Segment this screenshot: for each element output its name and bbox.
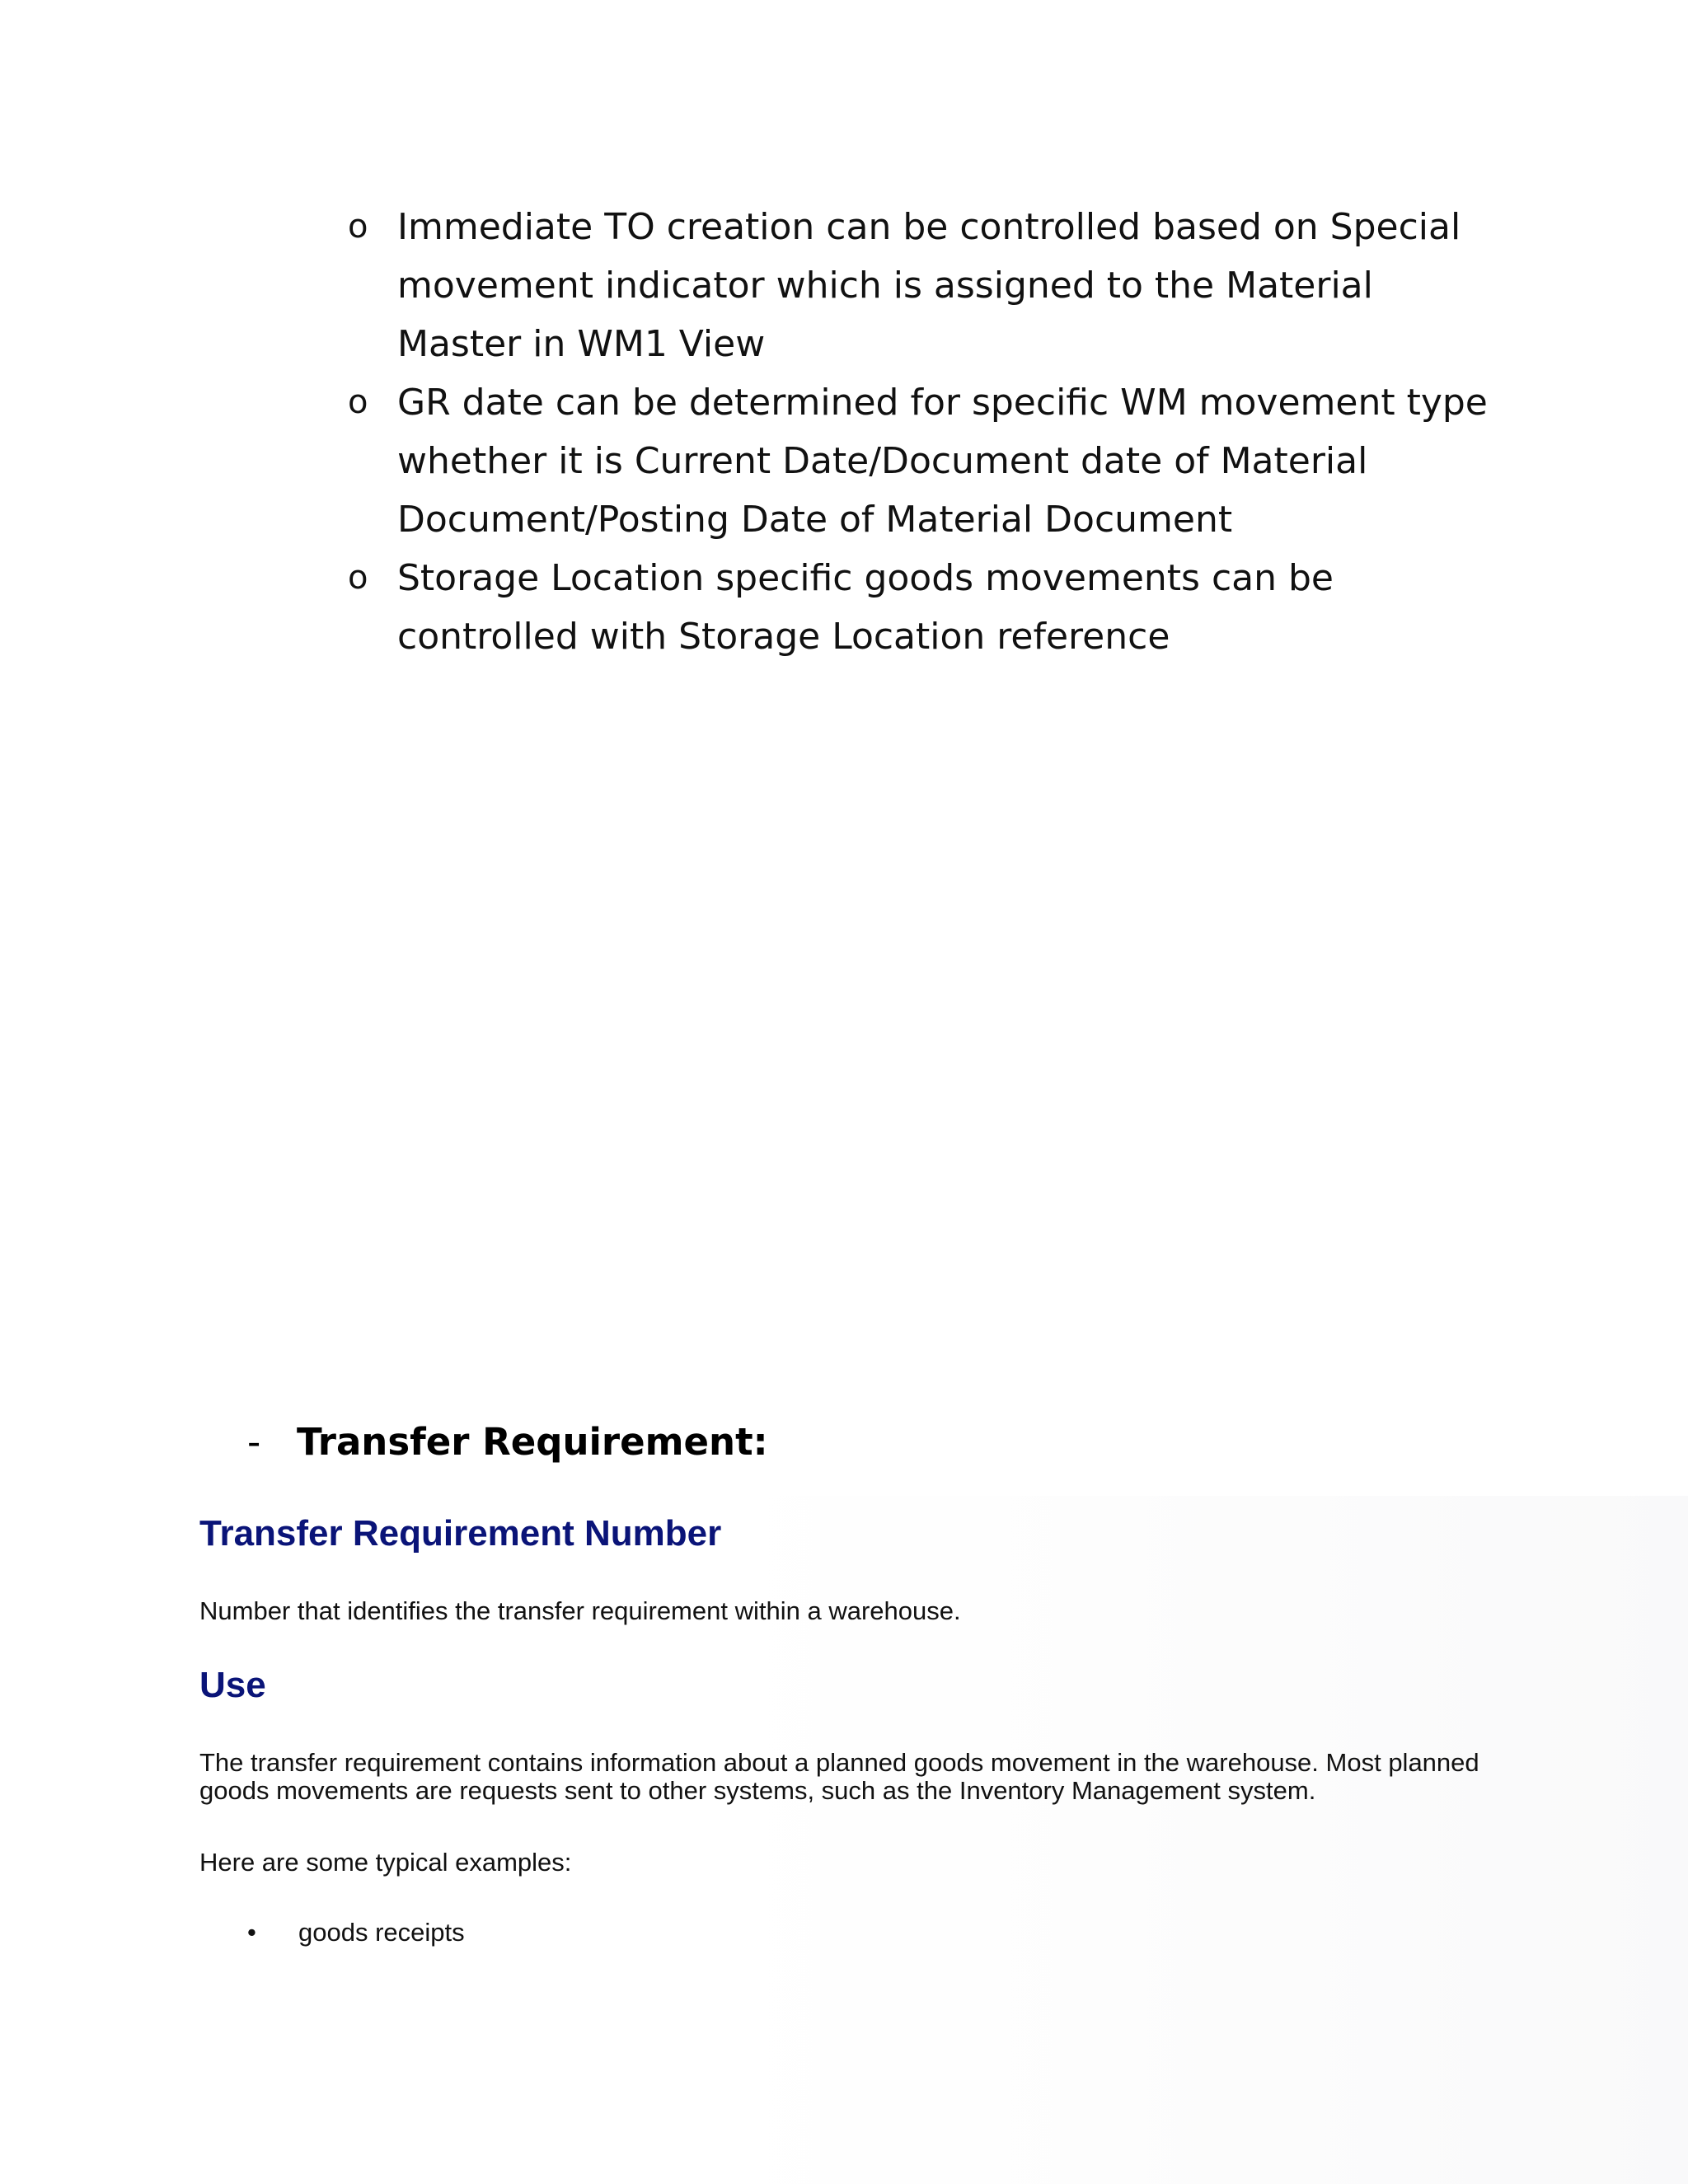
section-title: Transfer Requirement: xyxy=(297,1420,768,1464)
bullet-icon: • xyxy=(247,1918,256,1947)
use-text: The transfer requirement contains information about a planned goods movement in the warehouse. Most planned goods movements are requests sent to other systems, such as the Inventory Management system. xyxy=(199,1748,1479,1805)
circle-bullet-icon: o xyxy=(348,383,368,421)
use-heading: Use xyxy=(199,1665,266,1705)
list-item-text: goods receipts xyxy=(298,1918,465,1947)
list-item xyxy=(330,549,1500,666)
circle-bullet-icon: o xyxy=(348,559,368,597)
examples-list xyxy=(199,1919,465,1947)
list-item-text: Immediate TO creation can be controlled based on Special movement indicator which is assigned to the Material Master in WM1 View xyxy=(397,206,1461,365)
list-item-text: Storage Location specific goods movements can be controlled with Storage Location reference xyxy=(397,557,1334,658)
list-item xyxy=(330,198,1500,373)
list-item xyxy=(199,1919,465,1947)
list-item-text: GR date can be determined for specific WM movement type whether it is Current Date/Document date of Material Document/Posting Date of Material Document xyxy=(397,382,1488,541)
circle-bullet-icon: o xyxy=(348,208,368,246)
section-heading xyxy=(247,1418,768,1467)
examples-intro: Here are some typical examples: xyxy=(199,1848,572,1877)
field-heading: Transfer Requirement Number xyxy=(199,1513,722,1554)
dash-bullet-icon: - xyxy=(247,1420,261,1464)
sub-bullet-list xyxy=(330,198,1500,666)
list-item xyxy=(330,373,1500,549)
definition-text: Number that identifies the transfer requirement within a warehouse. xyxy=(199,1596,961,1625)
